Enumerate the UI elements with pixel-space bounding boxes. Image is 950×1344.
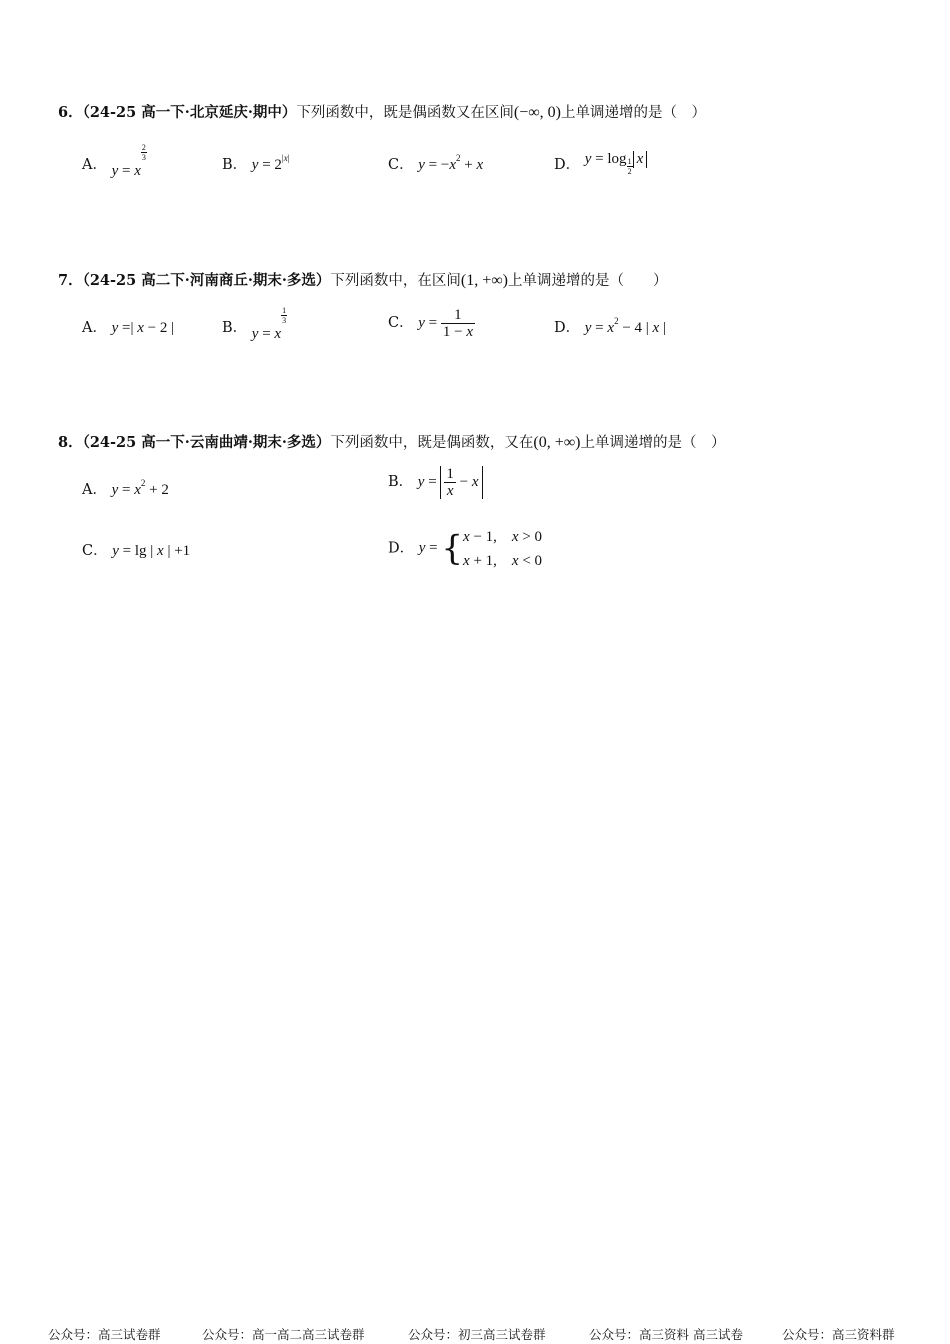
interval: (1, +∞) xyxy=(460,272,509,289)
option-label: B． xyxy=(388,473,414,490)
question-source: （24-25 高二下·河南商丘·期末·多选） xyxy=(82,272,331,289)
option-label: A． xyxy=(82,320,107,336)
option-7a[interactable] xyxy=(82,316,174,337)
option-6d[interactable] xyxy=(554,153,647,174)
question-text-tail: 上单调递增的是（ ） xyxy=(508,273,668,289)
question-text: 下列函数中，既是偶函数又在区间 xyxy=(296,105,514,121)
option-label: D． xyxy=(554,157,581,173)
option-math: y = x $\frac{2}{3}$ xyxy=(111,143,146,179)
footer-item: 公众号：高三资料群 xyxy=(782,1327,895,1342)
option-label: C． xyxy=(82,543,108,559)
option-6b[interactable] xyxy=(222,153,290,174)
question-text: 下列函数中，既是偶函数，又在 xyxy=(330,435,534,451)
question-7-stem xyxy=(58,271,668,291)
option-label: C． xyxy=(388,157,414,173)
option-7c[interactable] xyxy=(388,307,475,340)
question-text-tail: 上单调递增的是（ ） xyxy=(580,435,726,451)
option-8c[interactable] xyxy=(82,539,190,560)
footer-item: 公众号：高一高二高三试卷群 xyxy=(202,1327,365,1342)
option-label: D． xyxy=(554,320,581,336)
option-8d[interactable] xyxy=(388,525,542,573)
question-number: 7． xyxy=(58,272,83,289)
option-7d[interactable] xyxy=(554,316,666,337)
option-label: A． xyxy=(82,157,107,173)
option-math: y = $\frac{1}{x}$ − x xyxy=(418,474,483,490)
option-label: B． xyxy=(222,320,248,336)
question-text: 下列函数中，在区间 xyxy=(330,273,461,289)
option-6a[interactable] xyxy=(82,143,147,179)
option-7b[interactable] xyxy=(222,306,287,342)
footer-item: 公众号：高三资料 高三试卷 xyxy=(589,1327,743,1342)
question-source: （24-25 高一下·北京延庆·期中） xyxy=(82,104,297,121)
option-label: B． xyxy=(222,157,248,173)
option-math: y = log $\frac{1}{2}$ x xyxy=(585,151,647,167)
option-math: y = lg | x | +1 xyxy=(112,543,191,559)
question-source: （24-25 高一下·云南曲靖·期末·多选） xyxy=(82,434,331,451)
option-math: $y = x^2 - 4$ | x | xyxy=(584,316,666,336)
option-math: $y = x^2 + 2$ xyxy=(111,478,169,498)
option-math: y = { x − 1, x > 0 x + 1, x < 0 xyxy=(418,529,543,569)
option-8b[interactable] xyxy=(388,466,483,499)
option-math: y = $\frac{1}{1 - x}$ xyxy=(418,307,473,340)
question-number: 8． xyxy=(58,434,83,451)
option-label: D． xyxy=(388,540,415,557)
option-label: A． xyxy=(82,482,107,498)
footer-item: 公众号：高三试卷群 xyxy=(48,1327,161,1342)
footer-item: 公众号：初三高三试卷群 xyxy=(408,1327,546,1342)
interval: (0, +∞) xyxy=(533,434,581,451)
option-math: y = x $\frac{1}{3}$ xyxy=(251,306,287,342)
option-label: C． xyxy=(388,314,414,331)
option-8a[interactable] xyxy=(82,478,169,499)
question-text-tail: 上单调递增的是（ ） xyxy=(560,105,706,121)
question-8-stem xyxy=(58,433,726,453)
option-math: $y = 2^{|x|}$ xyxy=(251,153,290,173)
question-6-stem xyxy=(58,103,706,123)
option-math: $y = -x^2 + x$ xyxy=(418,153,484,173)
option-6c[interactable] xyxy=(388,153,483,174)
question-number: 6． xyxy=(58,104,83,121)
interval: (−∞, 0) xyxy=(513,104,561,121)
option-math: y =| x − 2 | xyxy=(111,320,175,336)
